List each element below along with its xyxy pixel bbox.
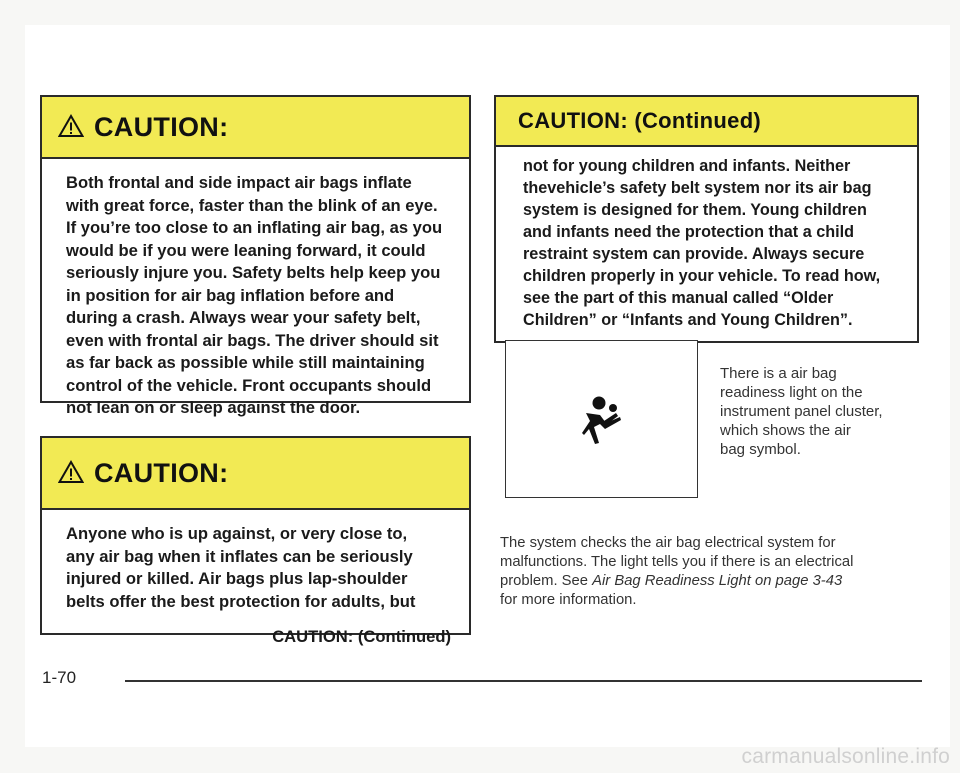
warning-triangle-icon [58,460,84,484]
text-line: readiness light on the [720,384,863,401]
caution-line: system is designed for them. Young children [523,201,867,219]
caution-line: in position for air bag inflation before and [66,285,395,305]
text-line: There is a air bag [720,365,837,382]
caution-box-1 [40,95,471,417]
caution-line: Both frontal and side impact air bags inflate [66,173,412,192]
text-fragment: problem. See [500,573,593,589]
caution-line: even with frontal air bags. The driver should sit [66,330,439,350]
warning-triangle-icon [58,114,84,138]
cross-reference-link[interactable]: Air Bag Readiness Light on page 3-43 [592,573,843,589]
caution-title-1: CAUTION: [94,111,229,142]
caution-line: thevehicle’s safety belt system nor its air bag [523,179,872,197]
caution-line: and infants need the protection that a child [523,223,854,241]
page-number: 1-70 [42,668,77,687]
text-line: bag symbol. [720,441,801,458]
watermark: carmanualsonline.info [741,745,950,768]
caution-header-3 [496,97,917,147]
caution-line: children properly in your vehicle. To read how, [523,267,881,285]
caution-line: restraint system can provide. Always secure [523,245,865,263]
text-line [500,572,853,591]
caution-title-3: CAUTION: (Continued) [518,108,762,133]
system-description [500,534,853,610]
caution-line: as far back as possible while still maintaining [66,353,425,372]
caution-line: see the part of this manual called “Older [523,289,834,307]
caution-line: Children” or “Infants and Young Children”. [523,311,853,329]
indicator-description [720,364,883,459]
caution-body-1 [42,159,469,420]
caution-box-3 [494,95,919,343]
text-line: The system checks the air bag electrical system for [500,535,836,551]
caution-body-3 [496,147,917,331]
caution-line: If you’re too close to an inflating air bag, as you [66,218,443,237]
caution-line: with great force, faster than the blink of an eye. [66,195,438,215]
caution-line: belts offer the best protection for adults, but [66,591,416,611]
caution-line: not lean on or sleep against the door. [66,398,361,417]
caution-continued-label: CAUTION: (Continued) [272,627,451,646]
caution-header-1 [42,97,469,159]
caution-line: during a crash. Always wear your safety belt, [66,308,421,327]
caution-line: seriously injure you. Safety belts help keep you [66,263,441,282]
caution-title-2: CAUTION: [94,457,229,488]
air-bag-symbol-box [505,340,698,498]
caution-line: would be if you were leaning forward, it could [66,240,426,260]
air-bag-icon [576,391,632,452]
footer-rule [125,680,922,682]
caution-line: any air bag when it inflates can be seriously [66,546,413,566]
caution-box-2 [40,436,471,646]
caution-line: not for young children and infants. Neither [523,157,851,175]
text-line: which shows the air [720,422,851,439]
text-line: for more information. [500,592,637,608]
caution-line: injured or killed. Air bags plus lap-shoulder [66,569,408,588]
caution-body-2 [42,510,469,613]
text-line: instrument panel cluster, [720,403,883,420]
text-line: malfunctions. The light tells you if there is an electrical [500,554,854,570]
caution-line: Anyone who is up against, or very close to, [66,524,408,543]
caution-line: control of the vehicle. Front occupants should [66,375,432,395]
caution-header-2 [42,438,469,510]
